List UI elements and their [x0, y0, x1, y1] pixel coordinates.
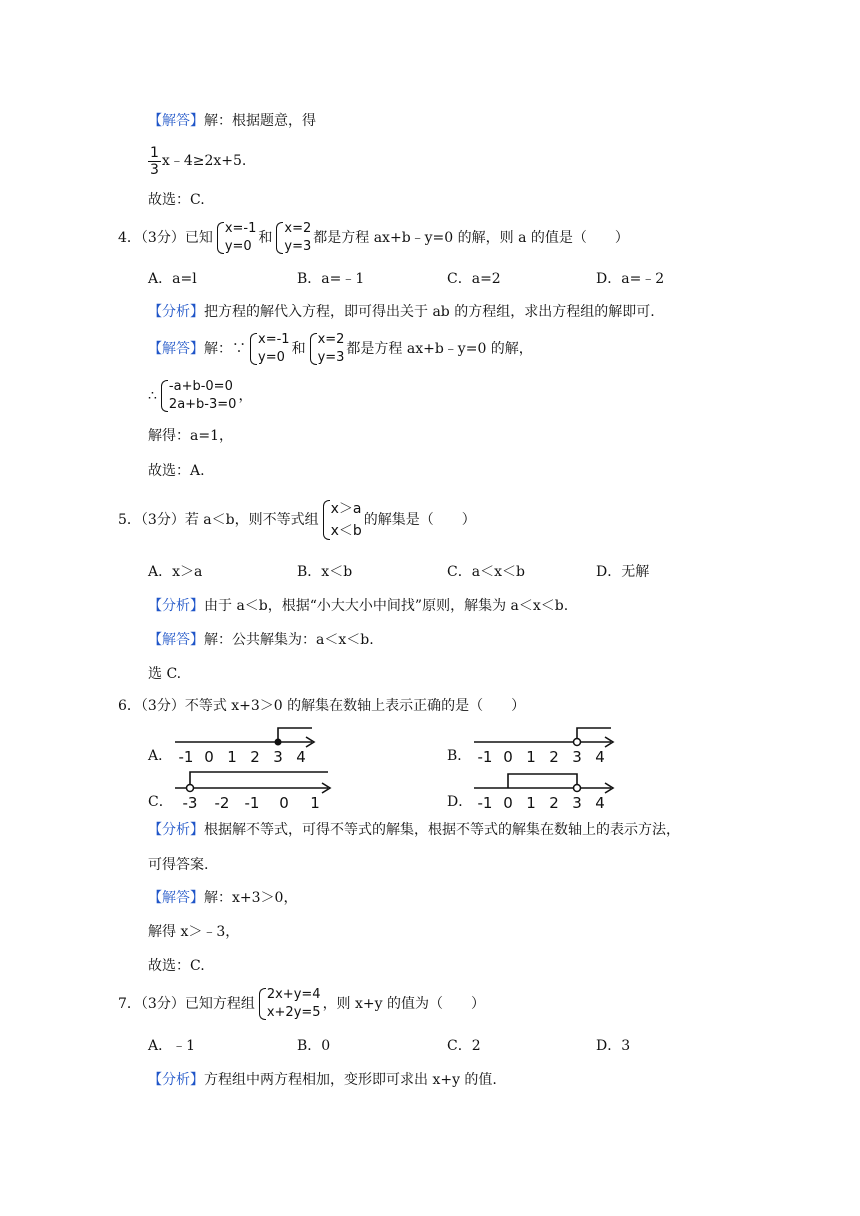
q3-expression — [148, 144, 246, 178]
question-stem-rest: ，则 x+y 的值为（ ） — [322, 996, 485, 1012]
q4-option-c — [447, 269, 501, 289]
q3-choose: 故选：C. — [148, 192, 205, 208]
fraction — [148, 145, 161, 178]
q5-analysis — [148, 596, 568, 616]
tick-label: 0 — [279, 794, 289, 812]
option-text: 2 — [471, 1038, 481, 1054]
option-text: x＜b — [321, 564, 353, 580]
q6-number-line-b — [471, 722, 621, 766]
q4-option-b — [297, 269, 364, 289]
question-number: 6． — [118, 698, 141, 714]
open-dot — [187, 785, 194, 792]
answer-text: 解：根据题意，得 — [204, 113, 316, 129]
comma: ， — [238, 388, 253, 404]
q4-choose: 故选：A. — [148, 463, 205, 479]
therefore-symbol: ∴ — [148, 388, 157, 404]
question-number: 4． — [118, 230, 141, 246]
equation-system-a — [248, 331, 290, 367]
q6-analysis-cont: 可得答案. — [148, 857, 209, 873]
option-letter: C． — [447, 1038, 472, 1054]
tick-label: -2 — [214, 794, 230, 812]
q6-answer-cont: 解得 x＞﹣3， — [148, 924, 240, 940]
option-letter: B． — [297, 1038, 322, 1054]
option-text: a=2 — [471, 271, 501, 287]
q6-number-line-d — [471, 768, 621, 812]
q5-stem — [118, 494, 476, 546]
answer-text: 解：公共解集为：a＜x＜b. — [204, 632, 374, 648]
q4-stem — [118, 216, 629, 260]
q6-number-line-a — [172, 722, 322, 766]
system-row: y=0 — [258, 350, 285, 365]
q6-option-c-letter: C． — [148, 794, 173, 810]
option-text: ﹣1 — [172, 1038, 196, 1054]
analysis-text: 由于 a＜b，根据“小大大小中间找”原则，解集为 a＜x＜b. — [204, 598, 569, 614]
q6-choose: 故选：C. — [148, 958, 205, 974]
q5-option-b — [297, 562, 352, 582]
tick-label: 0 — [503, 794, 513, 812]
closed-dot — [275, 739, 282, 746]
q7-option-b — [297, 1036, 330, 1056]
tick-label: 4 — [296, 748, 306, 766]
open-dot — [574, 785, 581, 792]
answer-tag: 【解答】 — [148, 341, 204, 357]
q6-answer — [148, 888, 297, 908]
option-text: a=﹣1 — [321, 271, 365, 287]
system-row: x＜b — [330, 523, 362, 539]
tick-label: 0 — [204, 748, 214, 766]
solution-segment — [508, 774, 577, 788]
q6-option-d-letter: D． — [447, 794, 473, 810]
option-letter: D． — [596, 564, 622, 580]
tick-label: 1 — [526, 748, 536, 766]
q5-option-a — [148, 562, 202, 582]
system-row: y=3 — [317, 350, 345, 365]
q5-option-c — [447, 562, 525, 582]
tick-label: 4 — [595, 748, 605, 766]
system-row: x=-1 — [224, 221, 257, 236]
analysis-tag: 【分析】 — [148, 1072, 204, 1088]
equation-system-b — [308, 331, 345, 367]
question-stem: （3分）已知方程组 — [140, 996, 255, 1012]
system-row: -a+b-0=0 — [168, 379, 233, 394]
analysis-text: 方程组中两方程相加，变形即可求出 x+y 的值. — [204, 1072, 497, 1088]
question-stem-rest: 都是方程 ax+b﹣y=0 的解，则 a 的值是（ ） — [313, 230, 629, 246]
q7-option-a — [148, 1036, 195, 1056]
q7-stem — [118, 982, 485, 1026]
system-row: x=2 — [284, 221, 312, 236]
q6-analysis — [148, 820, 680, 840]
q7-option-c — [447, 1036, 481, 1056]
tick-label: -1 — [477, 794, 493, 812]
question-score: （3分）已知 — [140, 230, 213, 246]
conjunction: 和 — [291, 341, 306, 357]
q6-stem — [118, 696, 525, 716]
system-row: y=3 — [284, 239, 312, 254]
fraction-numerator: 1 — [150, 144, 159, 161]
tick-label: 2 — [549, 794, 559, 812]
equation-system-b — [274, 220, 311, 256]
option-letter: C． — [447, 271, 472, 287]
expression-text: x﹣4≥2x+5. — [161, 153, 247, 169]
option-text: 3 — [621, 1038, 631, 1054]
question-number: 7． — [118, 996, 141, 1012]
system-row: x=-1 — [258, 332, 290, 347]
q7-option-d — [596, 1036, 630, 1056]
option-letter: A． — [148, 564, 173, 580]
option-text: a=﹣2 — [621, 271, 665, 287]
system-row: y=0 — [224, 239, 252, 254]
system-row: x＞a — [330, 501, 362, 517]
tick-label: 2 — [250, 748, 260, 766]
question-number: 5． — [118, 512, 141, 528]
inequality-system — [321, 498, 362, 542]
q5-option-d — [596, 562, 649, 582]
system-row: 2a+b-3=0 — [168, 397, 237, 412]
q4-analysis — [148, 302, 655, 322]
q4-solve: 解得：a=1， — [148, 428, 233, 444]
option-text: a＜x＜b — [471, 564, 525, 580]
answer-tag: 【解答】 — [148, 890, 204, 906]
equation-system — [257, 986, 321, 1022]
q5-choose: 选 C. — [148, 666, 182, 682]
analysis-tag: 【分析】 — [148, 598, 204, 614]
conjunction: 和 — [258, 230, 273, 246]
analysis-text: 根据解不等式，可得不等式的解集，根据不等式的解集在数轴上的表示方法， — [204, 822, 680, 838]
option-text: 0 — [321, 1038, 331, 1054]
option-letter: D． — [596, 271, 622, 287]
tick-label: 3 — [273, 748, 283, 766]
question-stem-rest: 的解集是（ ） — [363, 512, 476, 528]
answer-prefix: 解：∵ — [204, 341, 246, 357]
fraction-denominator: 3 — [150, 161, 159, 178]
option-letter: B． — [297, 271, 322, 287]
tick-label: -1 — [178, 748, 194, 766]
option-letter: A． — [148, 1038, 173, 1054]
tick-label: -3 — [182, 794, 198, 812]
system-row: x+2y=5 — [266, 1005, 321, 1020]
q7-analysis — [148, 1070, 497, 1090]
option-letter: D． — [596, 1038, 622, 1054]
q4-option-a — [148, 269, 197, 289]
answer-text: 解：x+3＞0， — [204, 890, 298, 906]
tick-label: 4 — [595, 794, 605, 812]
equation-system-a — [215, 220, 257, 256]
answer-suffix: 都是方程 ax+b﹣y=0 的解， — [346, 341, 533, 357]
tick-label: -1 — [244, 794, 260, 812]
solution-ray — [278, 728, 312, 742]
tick-label: 1 — [526, 794, 536, 812]
option-text: x＞a — [172, 564, 203, 580]
option-letter: A． — [148, 271, 173, 287]
option-letter: B． — [297, 564, 322, 580]
q6-number-line-c — [172, 768, 336, 812]
question-stem: （3分）若 a＜b，则不等式组 — [140, 512, 319, 528]
option-text: 无解 — [621, 564, 650, 580]
q3-answer-line — [148, 111, 316, 131]
answer-tag: 【解答】 — [148, 113, 204, 129]
equation-system-c — [159, 378, 237, 414]
tick-label: 2 — [549, 748, 559, 766]
tick-label: 0 — [503, 748, 513, 766]
option-letter: C． — [447, 564, 472, 580]
open-dot — [574, 739, 581, 746]
system-row: 2x+y=4 — [266, 987, 321, 1002]
q6-option-a-letter: A． — [148, 748, 173, 764]
q5-answer — [148, 630, 374, 650]
q4-therefore — [148, 374, 252, 418]
q4-answer — [148, 327, 533, 371]
tick-label: -1 — [477, 748, 493, 766]
system-row: x=2 — [317, 332, 345, 347]
tick-label: 1 — [227, 748, 237, 766]
tick-label: 3 — [572, 748, 582, 766]
analysis-text: 把方程的解代入方程，即可得出关于 ab 的方程组，求出方程组的解即可. — [204, 304, 655, 320]
answer-tag: 【解答】 — [148, 632, 204, 648]
tick-label: 3 — [572, 794, 582, 812]
solution-ray — [190, 772, 328, 785]
option-text: a=l — [172, 271, 197, 287]
analysis-tag: 【分析】 — [148, 822, 204, 838]
question-stem: （3分）不等式 x+3＞0 的解集在数轴上表示正确的是（ ） — [140, 698, 526, 714]
q6-option-b-letter: B． — [447, 748, 472, 764]
q4-option-d — [596, 269, 664, 289]
analysis-tag: 【分析】 — [148, 304, 204, 320]
tick-label: 1 — [310, 794, 320, 812]
